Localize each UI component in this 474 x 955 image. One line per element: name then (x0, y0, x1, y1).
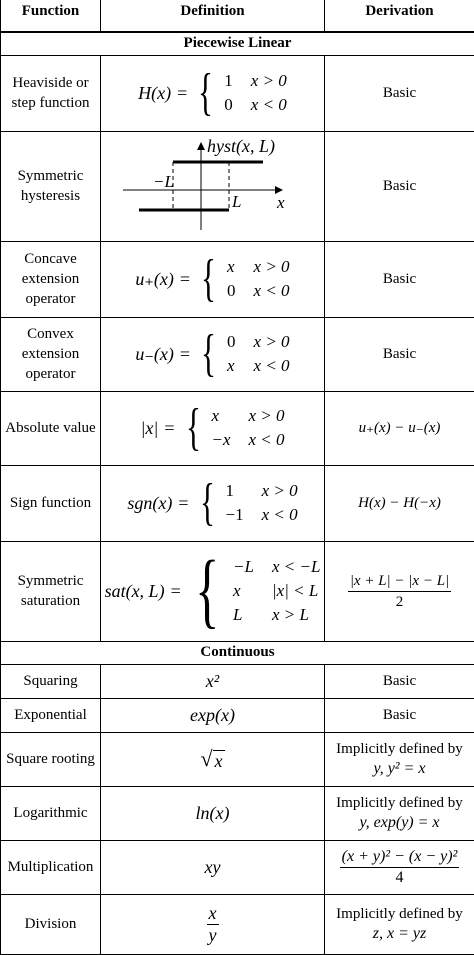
def-absval (101, 391, 325, 465)
def-exponential (101, 698, 325, 732)
lhs: u₋(x) (135, 344, 173, 365)
der-squaring: Basic (325, 664, 474, 698)
case-value: x (227, 356, 236, 376)
def-mult (101, 840, 325, 894)
definition-expr: ln(x) (196, 803, 230, 823)
der-div (325, 894, 474, 954)
case-value: 1 (225, 481, 243, 501)
derivation-expr: u₊(x) − u₋(x) (359, 420, 441, 436)
table-row (1, 131, 474, 241)
equals: = (180, 344, 190, 365)
def-convex (101, 317, 325, 391)
radical-icon: √ (200, 746, 212, 772)
case-cond: x > 0 (251, 71, 287, 91)
header-definition: Definition (101, 0, 325, 32)
fn-sqrt: Square rooting (1, 732, 101, 786)
plot-label: hyst(x, L) (207, 136, 275, 157)
section-piecewise: Piecewise Linear (1, 32, 474, 56)
neg-l-label: −L (153, 172, 174, 191)
def-div (101, 894, 325, 954)
fn-squaring: Squaring (1, 664, 101, 698)
equals: = (164, 418, 174, 439)
equals: = (171, 581, 181, 602)
case-cond: x > 0 (254, 332, 290, 352)
case-value: −1 (225, 505, 243, 525)
def-sqrt (101, 732, 325, 786)
definition-expr: xy (205, 857, 221, 877)
der-sqrt (325, 732, 474, 786)
case-cond: x > 0 (249, 406, 285, 426)
fraction-numerator: |x + L| − |x − L| (348, 571, 451, 592)
case-value: 0 (227, 332, 236, 352)
case-cond: x > 0 (254, 257, 290, 277)
fn-sign: Sign function (1, 465, 101, 541)
fraction-numerator: (x + y)² − (x − y)² (340, 847, 460, 868)
pos-l-label: L (231, 192, 241, 211)
equals: = (180, 269, 190, 290)
table-row (1, 465, 474, 541)
def-sign (101, 465, 325, 541)
table-row (1, 786, 474, 840)
def-concave (101, 241, 325, 317)
der-heaviside: Basic (325, 55, 474, 131)
radicand: x (213, 750, 225, 772)
def-squaring (101, 664, 325, 698)
der-absval (325, 391, 474, 465)
derivation-line2: y, y² = x (373, 760, 425, 777)
case-cond: x < 0 (254, 356, 290, 376)
der-exponential: Basic (325, 698, 474, 732)
brace-icon: { (185, 402, 200, 454)
der-log (325, 786, 474, 840)
derivation-line1: Implicitly defined by (327, 739, 472, 759)
der-concave: Basic (325, 241, 474, 317)
def-hysteresis (101, 131, 325, 241)
fn-heaviside: Heaviside or step function (1, 55, 101, 131)
table-row (1, 732, 474, 786)
fn-convex: Convex extension operator (1, 317, 101, 391)
derivation-line1: Implicitly defined by (327, 793, 472, 813)
def-saturation (101, 541, 325, 641)
x-label: x (276, 193, 285, 212)
der-mult (325, 840, 474, 894)
equals: = (177, 83, 187, 104)
case-value: 0 (224, 95, 233, 115)
case-value: L (233, 605, 254, 625)
case-value: x (227, 257, 236, 277)
fn-exponential: Exponential (1, 698, 101, 732)
table-row (1, 840, 474, 894)
fn-log: Logarithmic (1, 786, 101, 840)
case-cond: x < 0 (254, 281, 290, 301)
fraction-denominator: 2 (394, 592, 406, 612)
derivation-line2: z, x = yz (373, 925, 426, 942)
table-row (1, 664, 474, 698)
table-row (1, 391, 474, 465)
definition-expr: exp(x) (190, 705, 235, 725)
table-row (1, 894, 474, 954)
header-function: Function (1, 0, 101, 32)
brace-icon: { (195, 549, 219, 633)
table-row (1, 541, 474, 641)
table-row (1, 698, 474, 732)
der-hysteresis: Basic (325, 131, 474, 241)
section-continuous: Continuous (1, 641, 474, 664)
hysteresis-plot (103, 132, 323, 236)
case-cond: x < 0 (251, 95, 287, 115)
brace-icon: { (200, 477, 215, 529)
lhs: H(x) (138, 83, 171, 104)
case-value: −x (211, 430, 230, 450)
case-cond: x > 0 (262, 481, 298, 501)
case-value: x (233, 581, 254, 601)
table-row (1, 241, 474, 317)
fn-hysteresis: Symmetric hysteresis (1, 131, 101, 241)
brace-icon: { (201, 253, 216, 305)
def-log (101, 786, 325, 840)
def-heaviside (101, 55, 325, 131)
fn-concave: Concave extension operator (1, 241, 101, 317)
derivation-line1: Implicitly defined by (327, 904, 472, 924)
header-derivation: Derivation (325, 0, 474, 32)
fn-saturation: Symmetric saturation (1, 541, 101, 641)
case-value: −L (233, 557, 254, 577)
derivation-line2: y, exp(y) = x (359, 814, 439, 831)
fn-mult: Multiplication (1, 840, 101, 894)
lhs: sgn(x) (127, 493, 172, 514)
case-cond: x < 0 (249, 430, 285, 450)
case-cond: |x| < L (272, 581, 320, 601)
table-row (1, 317, 474, 391)
der-saturation (325, 541, 474, 641)
fraction-numerator: x (207, 903, 219, 925)
brace-icon: { (198, 67, 213, 119)
brace-icon: { (201, 328, 216, 380)
lhs: sat(x, L) (105, 581, 165, 602)
case-value: 0 (227, 281, 236, 301)
case-value: 1 (224, 71, 233, 91)
fraction-denominator: 4 (393, 868, 405, 888)
der-convex: Basic (325, 317, 474, 391)
fn-absval: Absolute value (1, 391, 101, 465)
table-row (1, 55, 474, 131)
fn-div: Division (1, 894, 101, 954)
derivation-expr: H(x) − H(−x) (358, 495, 441, 511)
lhs: |x| (140, 418, 158, 439)
case-value: x (211, 406, 230, 426)
equals: = (178, 493, 188, 514)
fraction-denominator: y (207, 925, 219, 946)
definition-expr: x² (206, 671, 219, 691)
case-cond: x > L (272, 605, 320, 625)
der-sign (325, 465, 474, 541)
lhs: u₊(x) (135, 269, 173, 290)
case-cond: x < −L (272, 557, 320, 577)
case-cond: x < 0 (262, 505, 298, 525)
